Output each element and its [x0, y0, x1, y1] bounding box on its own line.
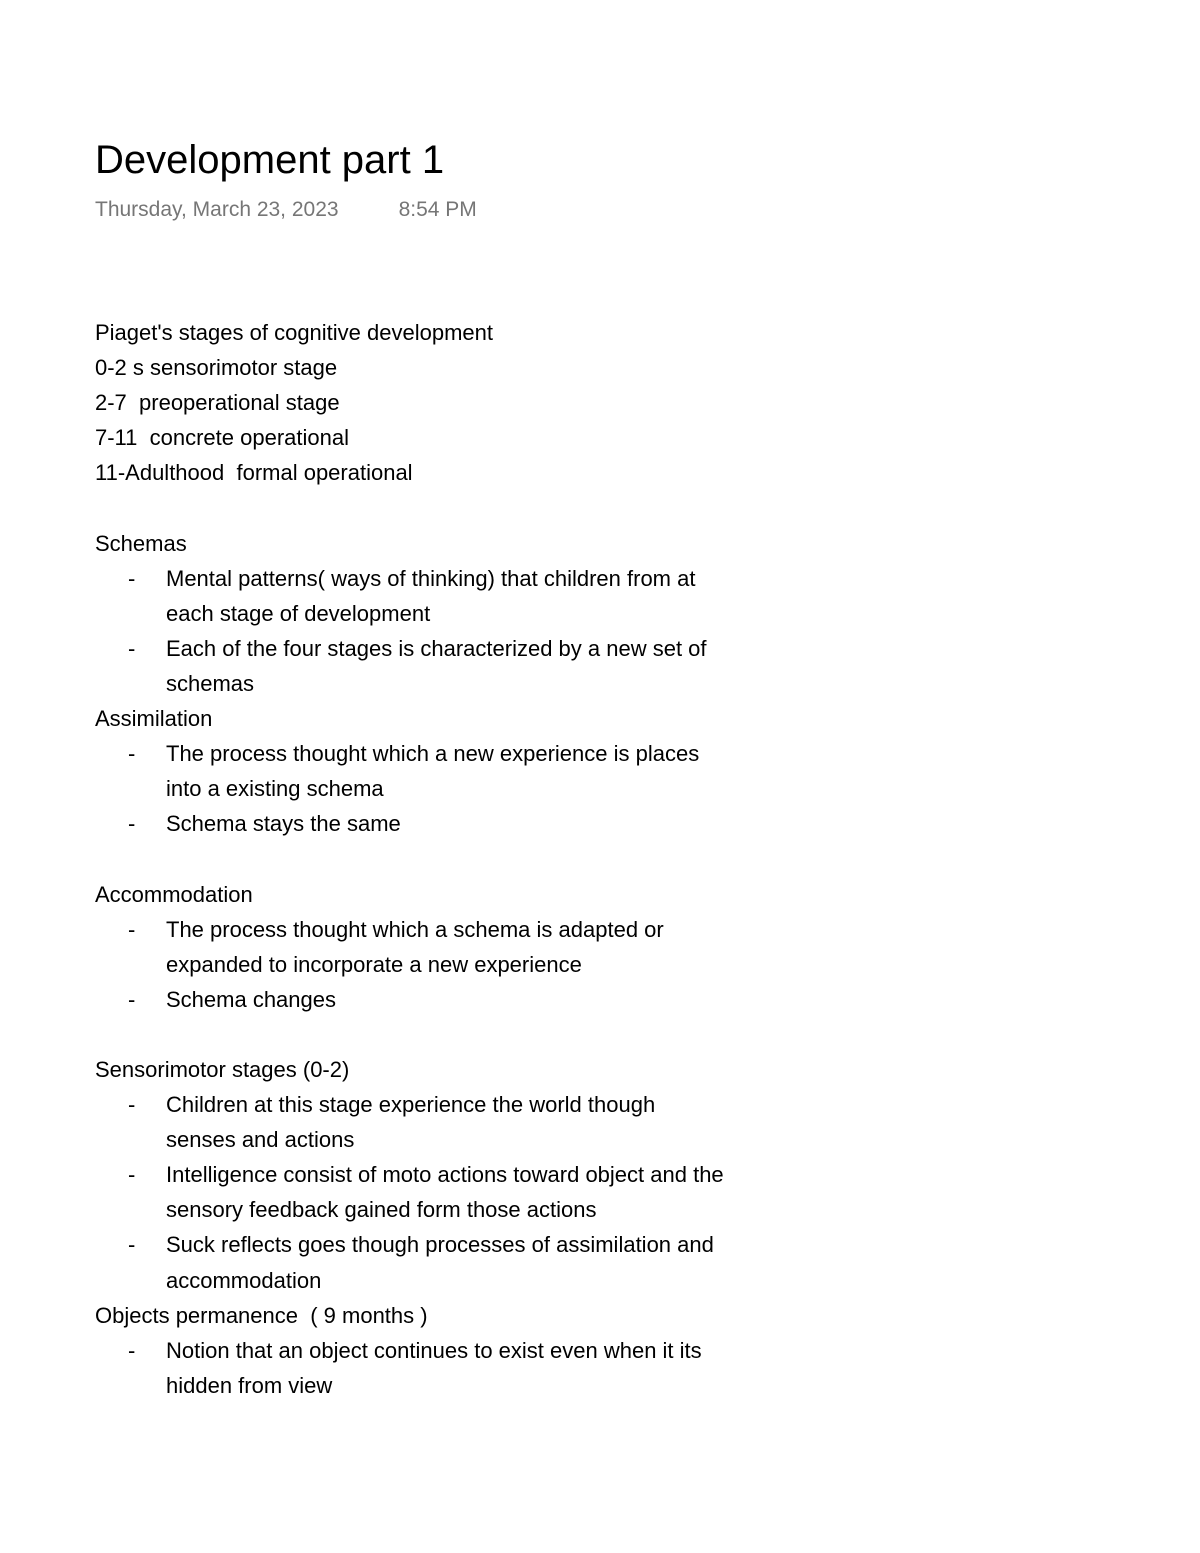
bullet-dash: - — [128, 1092, 136, 1118]
section-heading: Sensorimotor stages (0-2) — [95, 1056, 350, 1082]
bullet-dash: - — [128, 1232, 136, 1258]
bullet-dash: - — [128, 565, 136, 591]
list-item — [95, 1087, 726, 1157]
bullet-dash: - — [128, 635, 136, 661]
list-item — [95, 561, 726, 631]
section-heading: Piaget's stages of cognitive development — [95, 320, 493, 345]
list-item — [95, 1157, 726, 1227]
list-item-text: Suck reflects goes though processes of assimilation and accommodation — [166, 1232, 714, 1293]
note-date: Thursday, March 23, 2023 — [95, 198, 339, 221]
list-item-text: Notion that an object continues to exist even when it its hidden from view — [166, 1337, 702, 1398]
bullet-dash: - — [128, 741, 136, 767]
note-timestamp — [95, 197, 795, 223]
note-body — [95, 315, 795, 1403]
bullet-list — [95, 1333, 795, 1403]
list-item-text: Intelligence consist of moto actions toward object and the sensory feedback gained form those actions — [166, 1162, 724, 1223]
bullet-list — [95, 1087, 795, 1298]
bullet-dash: - — [128, 986, 136, 1012]
list-item-text: The process thought which a schema is adapted or expanded to incorporate a new experience — [166, 916, 664, 977]
bullet-dash: - — [128, 1162, 136, 1188]
bullet-dash: - — [128, 1337, 136, 1363]
stage-line: 11-Adulthood formal operational — [95, 460, 413, 486]
stage-line: 0-2 s sensorimotor stage — [95, 355, 338, 381]
stage-line: 2-7 preoperational stage — [95, 390, 340, 416]
list-item — [95, 806, 726, 841]
blank-line — [95, 490, 795, 525]
list-item-text: The process thought which a new experience is places into a existing schema — [166, 741, 700, 802]
section-heading: Assimilation — [95, 706, 213, 732]
note-page — [95, 136, 795, 1403]
note-time: 8:54 PM — [398, 198, 477, 221]
bullet-list — [95, 736, 795, 841]
list-item — [95, 1333, 726, 1403]
list-item — [95, 912, 726, 982]
list-item — [95, 631, 726, 701]
blank-line — [95, 841, 795, 876]
blank-line — [95, 1017, 795, 1052]
bullet-dash: - — [128, 916, 136, 942]
bullet-list — [95, 561, 795, 701]
list-item-text: Schema changes — [166, 986, 336, 1012]
list-item-text: Children at this stage experience the world though senses and actions — [166, 1092, 656, 1153]
list-item-text: Mental patterns( ways of thinking) that children from at each stage of development — [166, 565, 696, 626]
section-heading: Objects permanence ( 9 months ) — [95, 1302, 428, 1328]
page-title: Development part 1 — [95, 138, 445, 182]
list-item — [95, 982, 726, 1017]
section-heading: Schemas — [95, 530, 187, 556]
section-heading: Accommodation — [95, 881, 253, 907]
list-item-text: Each of the four stages is characterized by a new set of schemas — [166, 635, 707, 696]
bullet-dash: - — [128, 811, 136, 837]
stage-line: 7-11 concrete operational — [95, 425, 349, 451]
list-item — [95, 736, 726, 806]
bullet-list — [95, 912, 795, 1017]
list-item-text: Schema stays the same — [166, 811, 401, 837]
list-item — [95, 1227, 726, 1297]
